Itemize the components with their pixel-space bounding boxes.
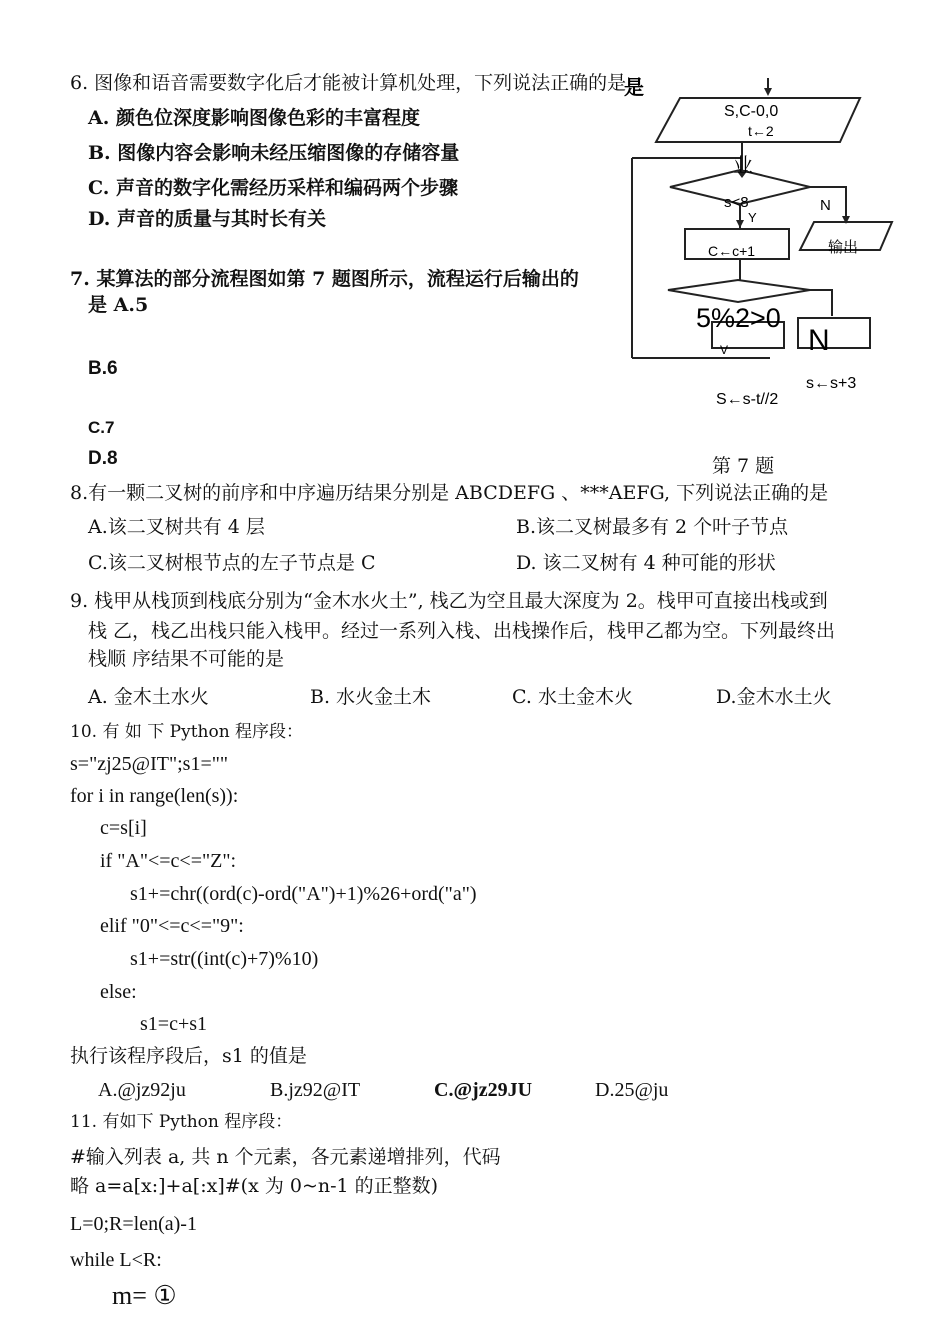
- q11-stem: 11. 有如下 Python 程序段：: [70, 1112, 293, 1132]
- q8-option-c: C.该二叉树根节点的左子节点是 C: [88, 552, 376, 574]
- flow-cond2-no: N: [808, 324, 830, 357]
- q9-option-d: D.金木水土火: [716, 686, 832, 708]
- flow-cond1: s<8: [724, 194, 749, 211]
- q8-stem: 8.有一颗二叉树的前序和中序遍历结果分别是 ABCDEFG 、***AEFG, 下列说法正确的是: [70, 482, 829, 504]
- q10-option-a: A.@jz92ju: [98, 1079, 186, 1101]
- q10-code-line3: c=s[i]: [100, 817, 147, 839]
- q10-code-line9: s1=c+s1: [140, 1013, 208, 1035]
- flow-assign-st: S←s-t//2: [716, 391, 779, 408]
- flow-assign-s3: s←s+3: [806, 375, 857, 392]
- q7-stem-line2: 是 A.5: [88, 294, 149, 316]
- flow-ye-mark: 业: [733, 155, 753, 177]
- q10-after: 执行该程序段后，s1 的值是: [70, 1045, 307, 1067]
- q8-option-a: A.该二叉树共有 4 层: [88, 516, 265, 538]
- q10-code-line5: s1+=chr((ord(c)-ord("A")+1)%26+ord("a"): [130, 883, 477, 905]
- q10-option-b: B.jz92@IT: [270, 1079, 361, 1101]
- q7-option-b: B.6: [88, 358, 118, 379]
- q9-option-b: B. 水火金土木: [310, 686, 432, 708]
- q11-code-line2: while L<R:: [70, 1249, 162, 1271]
- q6-option-a: A. 颜色位深度影响图像色彩的丰富程度: [88, 107, 420, 129]
- cond2-diamond: [668, 280, 810, 302]
- q10-code-line2: for i in range(len(s)):: [70, 785, 239, 807]
- q8-option-b: B.该二叉树最多有 2 个叶子节点: [516, 516, 789, 538]
- flow-top-label: 是: [624, 77, 644, 99]
- q6-stem: 6. 图像和语音需要数字化后才能被计算机处理，下列说法正确的是: [70, 72, 627, 94]
- q10-stem: 10. 有 如 下 Python 程序段：: [70, 722, 304, 742]
- q11-comment-line1: #输入列表 a, 共 n 个元素，各元素递增排列，代码: [70, 1146, 501, 1168]
- flow-assign-c: C←c+1: [708, 243, 756, 259]
- flow-output: 输出: [828, 239, 859, 256]
- q10-code-line6: elif "0"<=c<="9":: [100, 915, 244, 937]
- q10-code-line4: if "A"<=c<="Z":: [100, 850, 237, 872]
- q9-line2: 栈 乙，栈乙出栈只能入栈甲。经过一系列入栈、出栈操作后，栈甲乙都为空。下列最终出: [88, 620, 836, 642]
- flow-cond1-no: N: [820, 197, 831, 214]
- q7-option-c: C.7: [88, 418, 115, 437]
- q7-option-d: D.8: [88, 448, 118, 469]
- q11-comment-line2: 略 a=a[x:]+a[:x]#(x 为 0~n-1 的正整数): [70, 1175, 439, 1197]
- q6-option-d: D. 声音的质量与其时长有关: [88, 208, 327, 230]
- q6-option-c: C. 声音的数字化需经历采样和编码两个步骤: [88, 177, 459, 199]
- q9-option-a: A. 金木土水火: [88, 686, 209, 708]
- q9-line1: 9. 栈甲从栈顶到栈底分别为“金木水火土”, 栈乙为空且最大深度为 2。栈甲可直接出栈或到: [70, 590, 828, 612]
- q8-option-d: D. 该二叉树有 4 种可能的形状: [516, 552, 776, 574]
- q10-option-d: D.25@ju: [595, 1079, 669, 1101]
- q9-option-c: C. 水土金木火: [512, 686, 633, 708]
- q10-code-line8: else:: [100, 981, 137, 1003]
- flow-yes-mark: Y: [748, 210, 757, 225]
- q7-figure-caption: 第 7 题: [712, 455, 775, 477]
- q9-line3: 栈顺 序结果不可能的是: [88, 648, 285, 670]
- flow-yes-mark2: V: [720, 343, 729, 357]
- flowchart-figure: [620, 70, 910, 410]
- q10-code-line1: s="zj25@IT";s1="": [70, 753, 229, 775]
- q10-option-c: C.@jz29JU: [434, 1079, 533, 1101]
- flow-cond2: 5%2>0: [696, 303, 781, 333]
- q11-code-line1: L=0;R=len(a)-1: [70, 1213, 197, 1235]
- q10-code-line7: s1+=str((int(c)+7)%10): [130, 948, 319, 970]
- flow-init-line2: t←2: [748, 123, 774, 139]
- q7-stem-line1: 7. 某算法的部分流程图如第 7 题图所示，流程运行后输出的: [70, 268, 579, 290]
- flow-init-line1: S,C-0,0: [724, 103, 779, 120]
- q11-code-line3: m= ①: [112, 1281, 177, 1310]
- q6-option-b: B. 图像内容会影响未经压缩图像的存储容量: [88, 142, 460, 164]
